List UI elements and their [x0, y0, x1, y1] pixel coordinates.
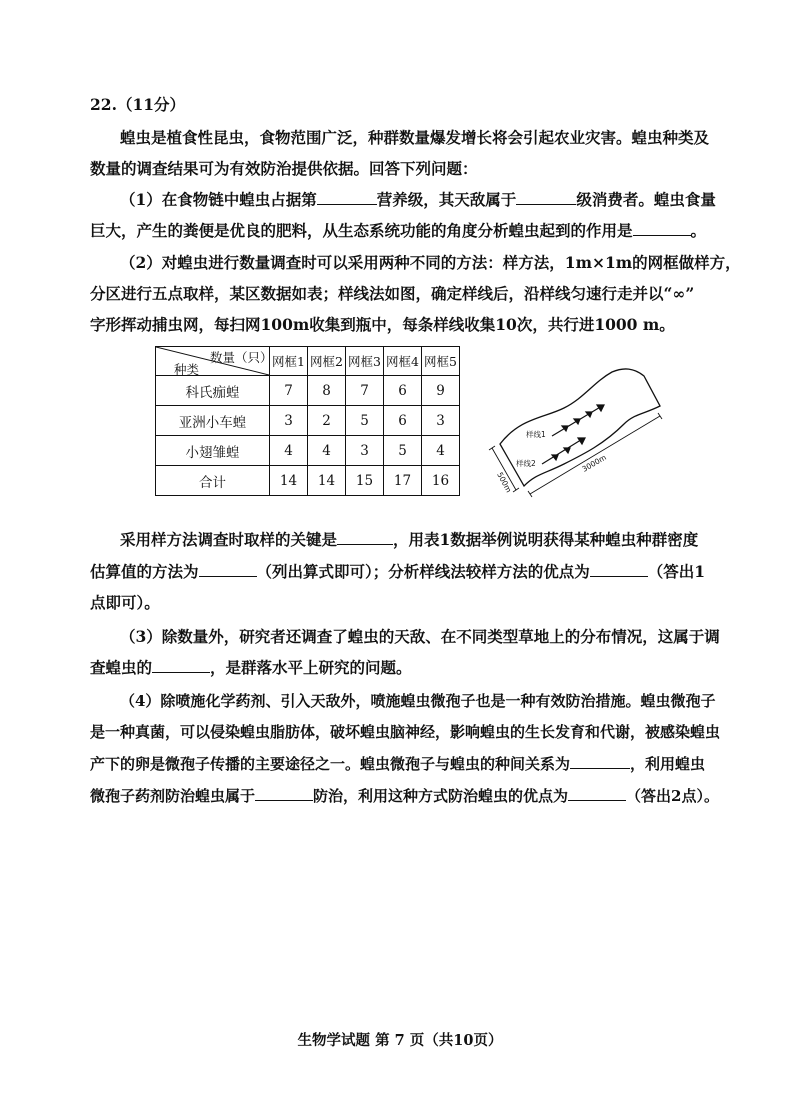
- part1-text-b: 营养级，其天敌属于: [376, 190, 517, 209]
- arrow-head: [574, 419, 580, 424]
- column-header: 网框2: [308, 347, 346, 376]
- count-cell: 8: [308, 376, 346, 406]
- question-header: [0, 95, 800, 115]
- part3-text-b: ，是群落水平上研究的问题。: [210, 658, 412, 677]
- answer-blank-trophic-level[interactable]: [317, 190, 377, 205]
- count-cell: 14: [308, 466, 346, 496]
- answer-blank-consumer-level[interactable]: [516, 190, 576, 205]
- part2-line-1: （2）对蝗虫进行数量调查时可以采用两种不同的方法：样方法，1m×1m的网框做样方，: [120, 253, 741, 272]
- answer-blank-control-advantage[interactable]: [568, 786, 626, 801]
- answer-blank-interspecific-relation[interactable]: [570, 754, 630, 769]
- count-cell: 6: [384, 406, 422, 436]
- count-cell: 4: [422, 436, 460, 466]
- count-cell: 7: [270, 376, 308, 406]
- part4-text-c: 微孢子药剂防治蝗虫属于: [90, 787, 256, 805]
- table-row: [156, 406, 460, 436]
- count-cell: 14: [270, 466, 308, 496]
- count-cell: 15: [346, 466, 384, 496]
- species-cell: 合计: [156, 466, 270, 496]
- table-row: [156, 466, 460, 496]
- intro-line-1: 蝗虫是植食性昆虫，食物范围广泛，种群数量爆发增长将会引起农业灾害。蝗虫种类及: [120, 128, 710, 147]
- part4-line-2: 是一种真菌，可以侵染蝗虫脂肪体，破坏蝗虫脑神经，影响蝗虫的生长发育和代谢，被感染蝗虫: [90, 723, 721, 741]
- part2-line-3: 字形挥动捕虫网，每扫网100m收集到瓶中，每条样线收集10次，共行进1000 m。: [90, 315, 675, 334]
- count-cell: 16: [422, 466, 460, 496]
- part2q-text-e: （答出1: [647, 562, 706, 581]
- count-cell: 9: [422, 376, 460, 406]
- species-cell: 小翅雏蝗: [156, 436, 270, 466]
- count-cell: 4: [270, 436, 308, 466]
- table-row: [156, 376, 460, 406]
- count-cell: 6: [384, 376, 422, 406]
- part3-text-a: 查蝗虫的: [90, 658, 153, 677]
- species-cell: 科氏痂蝗: [156, 376, 270, 406]
- page-footer: 生物学试题 第 7 页（共10页）: [297, 1032, 503, 1049]
- part2q-text-c: 估算值的方法为: [90, 562, 199, 581]
- count-cell: 5: [346, 406, 384, 436]
- corner-bottom-label: 种类: [174, 362, 200, 377]
- table-row: [156, 436, 460, 466]
- part4-line-1: （4）除喷施化学药剂、引入天敌外，喷施蝗虫微孢子也是一种有效防治措施。蝗虫微孢子: [120, 692, 716, 710]
- count-cell: 17: [384, 466, 422, 496]
- column-header: 网框4: [384, 347, 422, 376]
- corner-top-label: 数量（只）: [210, 350, 273, 365]
- part1-line-1: [0, 190, 800, 210]
- part4-text-a: 产下的卵是微孢子传播的主要途径之一。蝗虫微孢子与蝗虫的种间关系为: [90, 755, 571, 773]
- answer-blank-transect-advantage[interactable]: [590, 562, 648, 577]
- length-dimension-line: [530, 416, 660, 494]
- table-header-row: [156, 347, 460, 376]
- answer-blank-sampling-key[interactable]: [337, 530, 393, 545]
- count-cell: 3: [270, 406, 308, 436]
- transect-2-line: [542, 438, 584, 464]
- part2-question-line-2: [0, 562, 800, 582]
- part4-line-3: [0, 754, 800, 774]
- part4-line-4: [0, 786, 800, 806]
- length-label: 3000m: [580, 452, 608, 474]
- field-strip-outline: [500, 369, 660, 486]
- transect-diagram: [484, 366, 664, 506]
- answer-blank-ecosystem-role[interactable]: [633, 221, 691, 236]
- width-label: 500m: [495, 470, 514, 495]
- intro-line-2: 数量的调查结果可为有效防治提供依据。回答下列问题：: [90, 159, 478, 178]
- arrow-head: [562, 426, 568, 431]
- part2q-text-a: 采用样方法调查时取样的关键是: [120, 530, 338, 549]
- answer-blank-niche[interactable]: [152, 658, 210, 673]
- count-cell: 4: [308, 436, 346, 466]
- part3-line-2: [0, 658, 800, 678]
- part3-line-1: （3）除数量外，研究者还调查了蝗虫的天敌、在不同类型草地上的分布情况，这属于调: [120, 627, 720, 646]
- column-header: 网框5: [422, 347, 460, 376]
- quadrat-data-table: [155, 346, 460, 496]
- column-header: 网框3: [346, 347, 384, 376]
- count-cell: 3: [422, 406, 460, 436]
- count-cell: 3: [346, 436, 384, 466]
- part1-line-2: [0, 221, 800, 241]
- count-cell: 2: [308, 406, 346, 436]
- question-number: 22.: [90, 95, 117, 114]
- answer-blank-density-formula[interactable]: [199, 562, 257, 577]
- part2q-text-d: （列出算式即可）；分析样线法较样方法的优点为: [256, 562, 590, 581]
- part1-text-a: （1）在食物链中蝗虫占据第: [120, 190, 317, 209]
- column-header: 网框1: [270, 347, 308, 376]
- part4-text-b: ，利用蝗虫: [630, 755, 706, 773]
- part2-question-line-1: [0, 530, 800, 550]
- part2q-text-b: ，用表1数据举例说明获得某种蝗虫种群密度: [393, 530, 699, 549]
- transect-2-label: 样线2: [516, 459, 536, 468]
- part2-line-2: 分区进行五点取样，某区数据如表；样线法如图，确定样线后，沿样线匀速行走并以“∞”: [90, 284, 695, 303]
- part2-question-line-3: 点即可）。: [90, 593, 160, 612]
- count-cell: 7: [346, 376, 384, 406]
- part4-text-e: （答出2点）。: [626, 787, 719, 805]
- part1-text-d: 巨大，产生的粪便是优良的肥料，从生态系统功能的角度分析蝗虫起到的作用是: [90, 221, 633, 240]
- count-cell: 5: [384, 436, 422, 466]
- transect-1-label: 样线1: [526, 430, 546, 439]
- part4-text-d: 防治，利用这种方式防治蝗虫的优点为: [313, 787, 569, 805]
- question-score: （11分）: [116, 95, 186, 114]
- part1-text-c: 级消费者。蝗虫食量: [576, 190, 716, 209]
- answer-blank-control-type[interactable]: [255, 786, 313, 801]
- table-corner-cell: [156, 347, 273, 377]
- part1-text-e: 。: [690, 221, 707, 240]
- species-cell: 亚洲小车蝗: [156, 406, 270, 436]
